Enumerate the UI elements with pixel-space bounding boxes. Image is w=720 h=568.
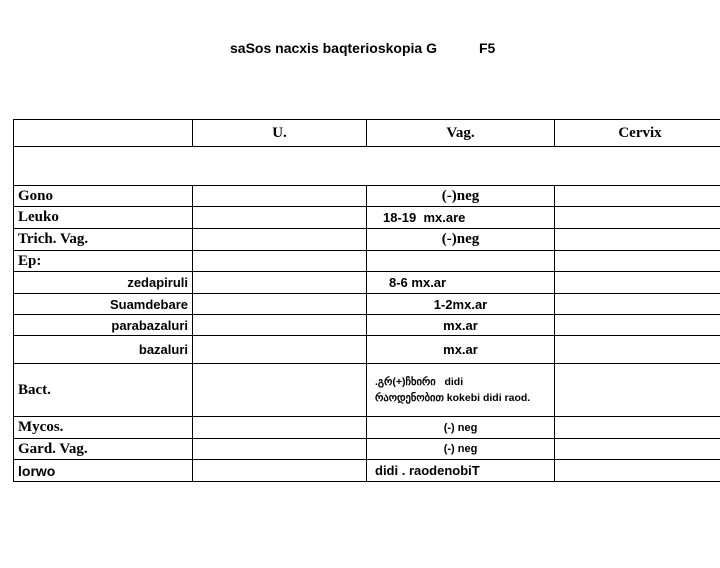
u-cell: [193, 417, 367, 439]
u-cell: [193, 315, 367, 336]
table-row: [14, 229, 720, 251]
vag-cell: 18-19 mx.are: [367, 207, 555, 229]
cervix-cell: [555, 364, 720, 417]
cervix-cell: [555, 251, 720, 272]
cervix-cell: [555, 207, 720, 229]
row-label: bazaluri: [14, 336, 193, 364]
table-row: [14, 364, 720, 417]
form-code: F5: [478, 40, 496, 56]
header-blank: [14, 120, 193, 147]
row-label: zedapiruli: [14, 272, 193, 294]
vag-cell: 1-2mx.ar: [367, 294, 555, 315]
u-cell: [193, 272, 367, 294]
vag-cell: .გრ(+)ჩხირი didi რაოდენობით kokebi didi raod.: [367, 364, 555, 417]
row-label: Mycos.: [14, 417, 193, 439]
cervix-cell: [555, 186, 720, 207]
table-row: [14, 439, 720, 460]
vag-cell: (-)neg: [367, 229, 555, 251]
table-row: [14, 294, 720, 315]
table-row: [14, 315, 720, 336]
spacer-row: [14, 147, 720, 186]
u-cell: [193, 364, 367, 417]
document-title: [230, 40, 495, 56]
vag-cell: (-)neg: [367, 186, 555, 207]
vag-cell: [367, 251, 555, 272]
table-row: [14, 460, 720, 482]
vag-cell: 8-6 mx.ar: [367, 272, 555, 294]
u-cell: [193, 229, 367, 251]
results-table: [13, 119, 720, 482]
u-cell: [193, 186, 367, 207]
row-label: lorwo: [14, 460, 193, 482]
table-row: [14, 336, 720, 364]
u-cell: [193, 336, 367, 364]
table-row: [14, 186, 720, 207]
header-vag: Vag.: [367, 120, 555, 147]
vag-cell: mx.ar: [367, 336, 555, 364]
vag-cell: didi . raodenobiT: [367, 460, 555, 482]
u-cell: [193, 251, 367, 272]
row-label: parabazaluri: [14, 315, 193, 336]
cervix-cell: [555, 417, 720, 439]
cervix-cell: [555, 439, 720, 460]
table-row: [14, 207, 720, 229]
u-cell: [193, 207, 367, 229]
u-cell: [193, 460, 367, 482]
row-label: Bact.: [14, 364, 193, 417]
vag-cell: (-) neg: [367, 417, 555, 439]
row-label: Gono: [14, 186, 193, 207]
vag-cell: mx.ar: [367, 315, 555, 336]
u-cell: [193, 294, 367, 315]
header-cervix: Cervix: [555, 120, 720, 147]
cervix-cell: [555, 294, 720, 315]
u-cell: [193, 439, 367, 460]
spacer-cell: [14, 147, 720, 186]
row-label: Ep:: [14, 251, 193, 272]
cervix-cell: [555, 460, 720, 482]
title-text: saSos nacxis baqterioskopia G: [230, 40, 437, 56]
row-label: Gard. Vag.: [14, 439, 193, 460]
header-u: U.: [193, 120, 367, 147]
header-row: [14, 120, 720, 147]
row-label: Leuko: [14, 207, 193, 229]
cervix-cell: [555, 336, 720, 364]
table-row: [14, 272, 720, 294]
row-label: Suamdebare: [14, 294, 193, 315]
row-label: Trich. Vag.: [14, 229, 193, 251]
vag-cell: (-) neg: [367, 439, 555, 460]
table-row: [14, 251, 720, 272]
cervix-cell: [555, 315, 720, 336]
cervix-cell: [555, 229, 720, 251]
cervix-cell: [555, 272, 720, 294]
table-row: [14, 417, 720, 439]
